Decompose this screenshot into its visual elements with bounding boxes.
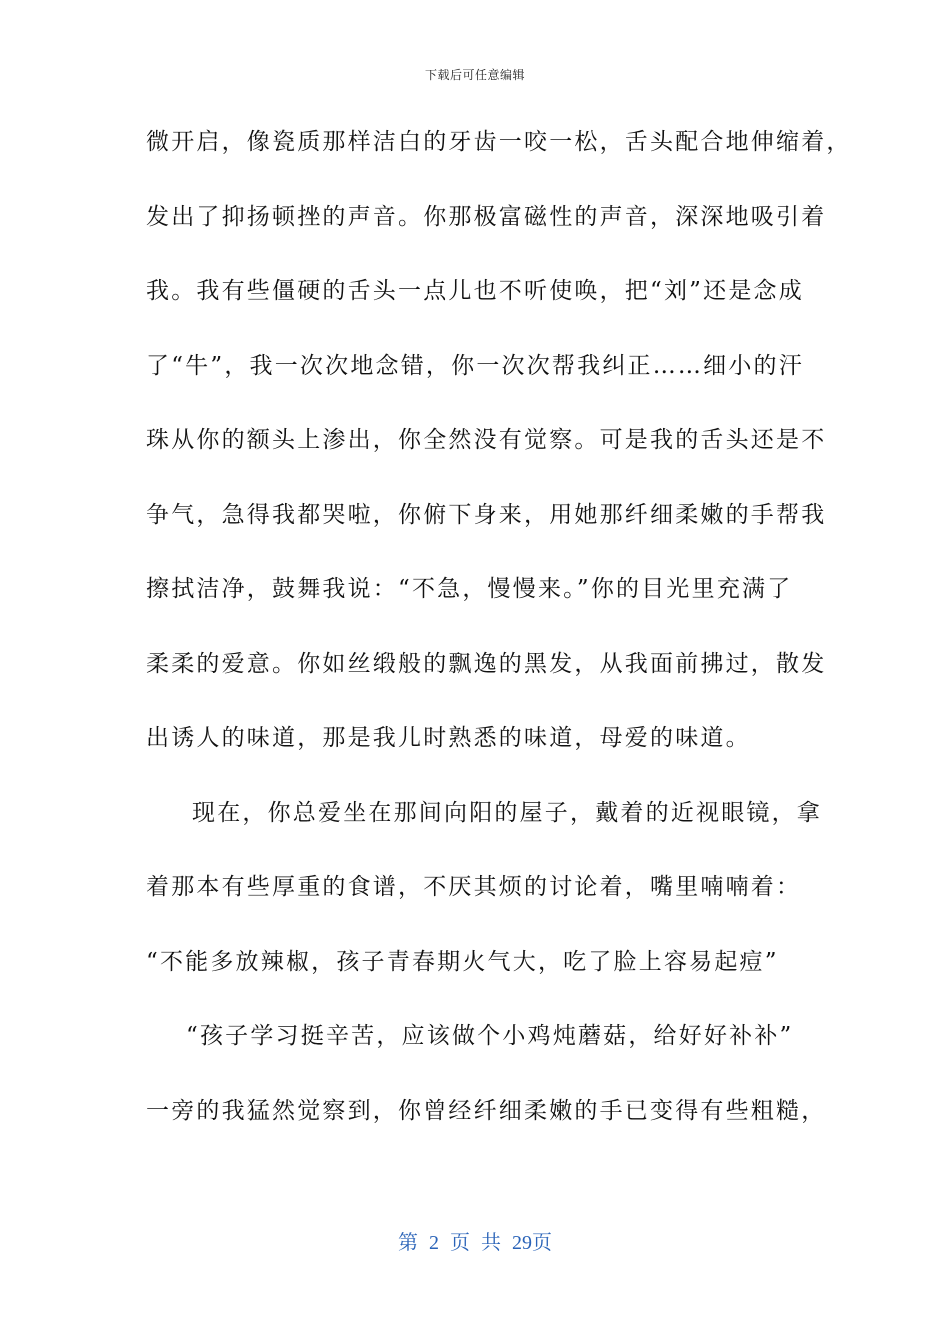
- page-number: 第 2 页 共 29页: [398, 1232, 552, 1254]
- text-line: “不能多放辣椒，孩子青春期火气大，吃了脸上容易起痘”: [146, 948, 779, 975]
- text-line: 出诱人的味道，那是我儿时熟悉的味道，母爱的味道。: [146, 725, 751, 751]
- document-body: [146, 122, 852, 1165]
- page-header: 下载后可任意编辑: [424, 68, 525, 82]
- text-line: 柔柔的爱意。你如丝缎般的飘逸的黑发，从我面前拂过，散发: [146, 650, 827, 677]
- text-line: 擦拭洁净，鼓舞我说：“不急，慢慢来。”你的目光里充满了: [146, 576, 793, 602]
- paragraph-start-line: 现在，你总爱坐在那间向阳的屋子，戴着的近视眼镜，拿: [192, 799, 822, 826]
- text-line: 着那本有些厚重的食谱，不厌其烦的讨论着，嘴里喃喃着：: [146, 874, 802, 900]
- text-line: 争气，急得我都哭啦，你俯下身来，用她那纤细柔嫩的手帮我: [146, 501, 827, 528]
- text-line: 微开启，像瓷质那样洁白的牙齿一咬一松，舌头配合地伸缩着，: [146, 129, 852, 155]
- paragraph-start-line: “孩子学习挺辛苦，应该做个小鸡炖蘑菇，给好好补补”: [186, 1023, 794, 1049]
- text-line: 我。我有些僵硬的舌头一点儿也不听使唤，把“刘”还是念成: [146, 278, 804, 304]
- text-line: 一旁的我猛然觉察到，你曾经纤细柔嫩的手已变得有些粗糙，: [146, 1097, 827, 1124]
- text-line: 发出了抑扬顿挫的声音。你那极富磁性的声音，深深地吸引着: [146, 203, 827, 230]
- text-line: 了“牛”，我一次次地念错，你一次次帮我纠正……细小的汗: [146, 352, 804, 379]
- text-line: 珠从你的额头上渗出，你全然没有觉察。可是我的舌头还是不: [146, 427, 827, 453]
